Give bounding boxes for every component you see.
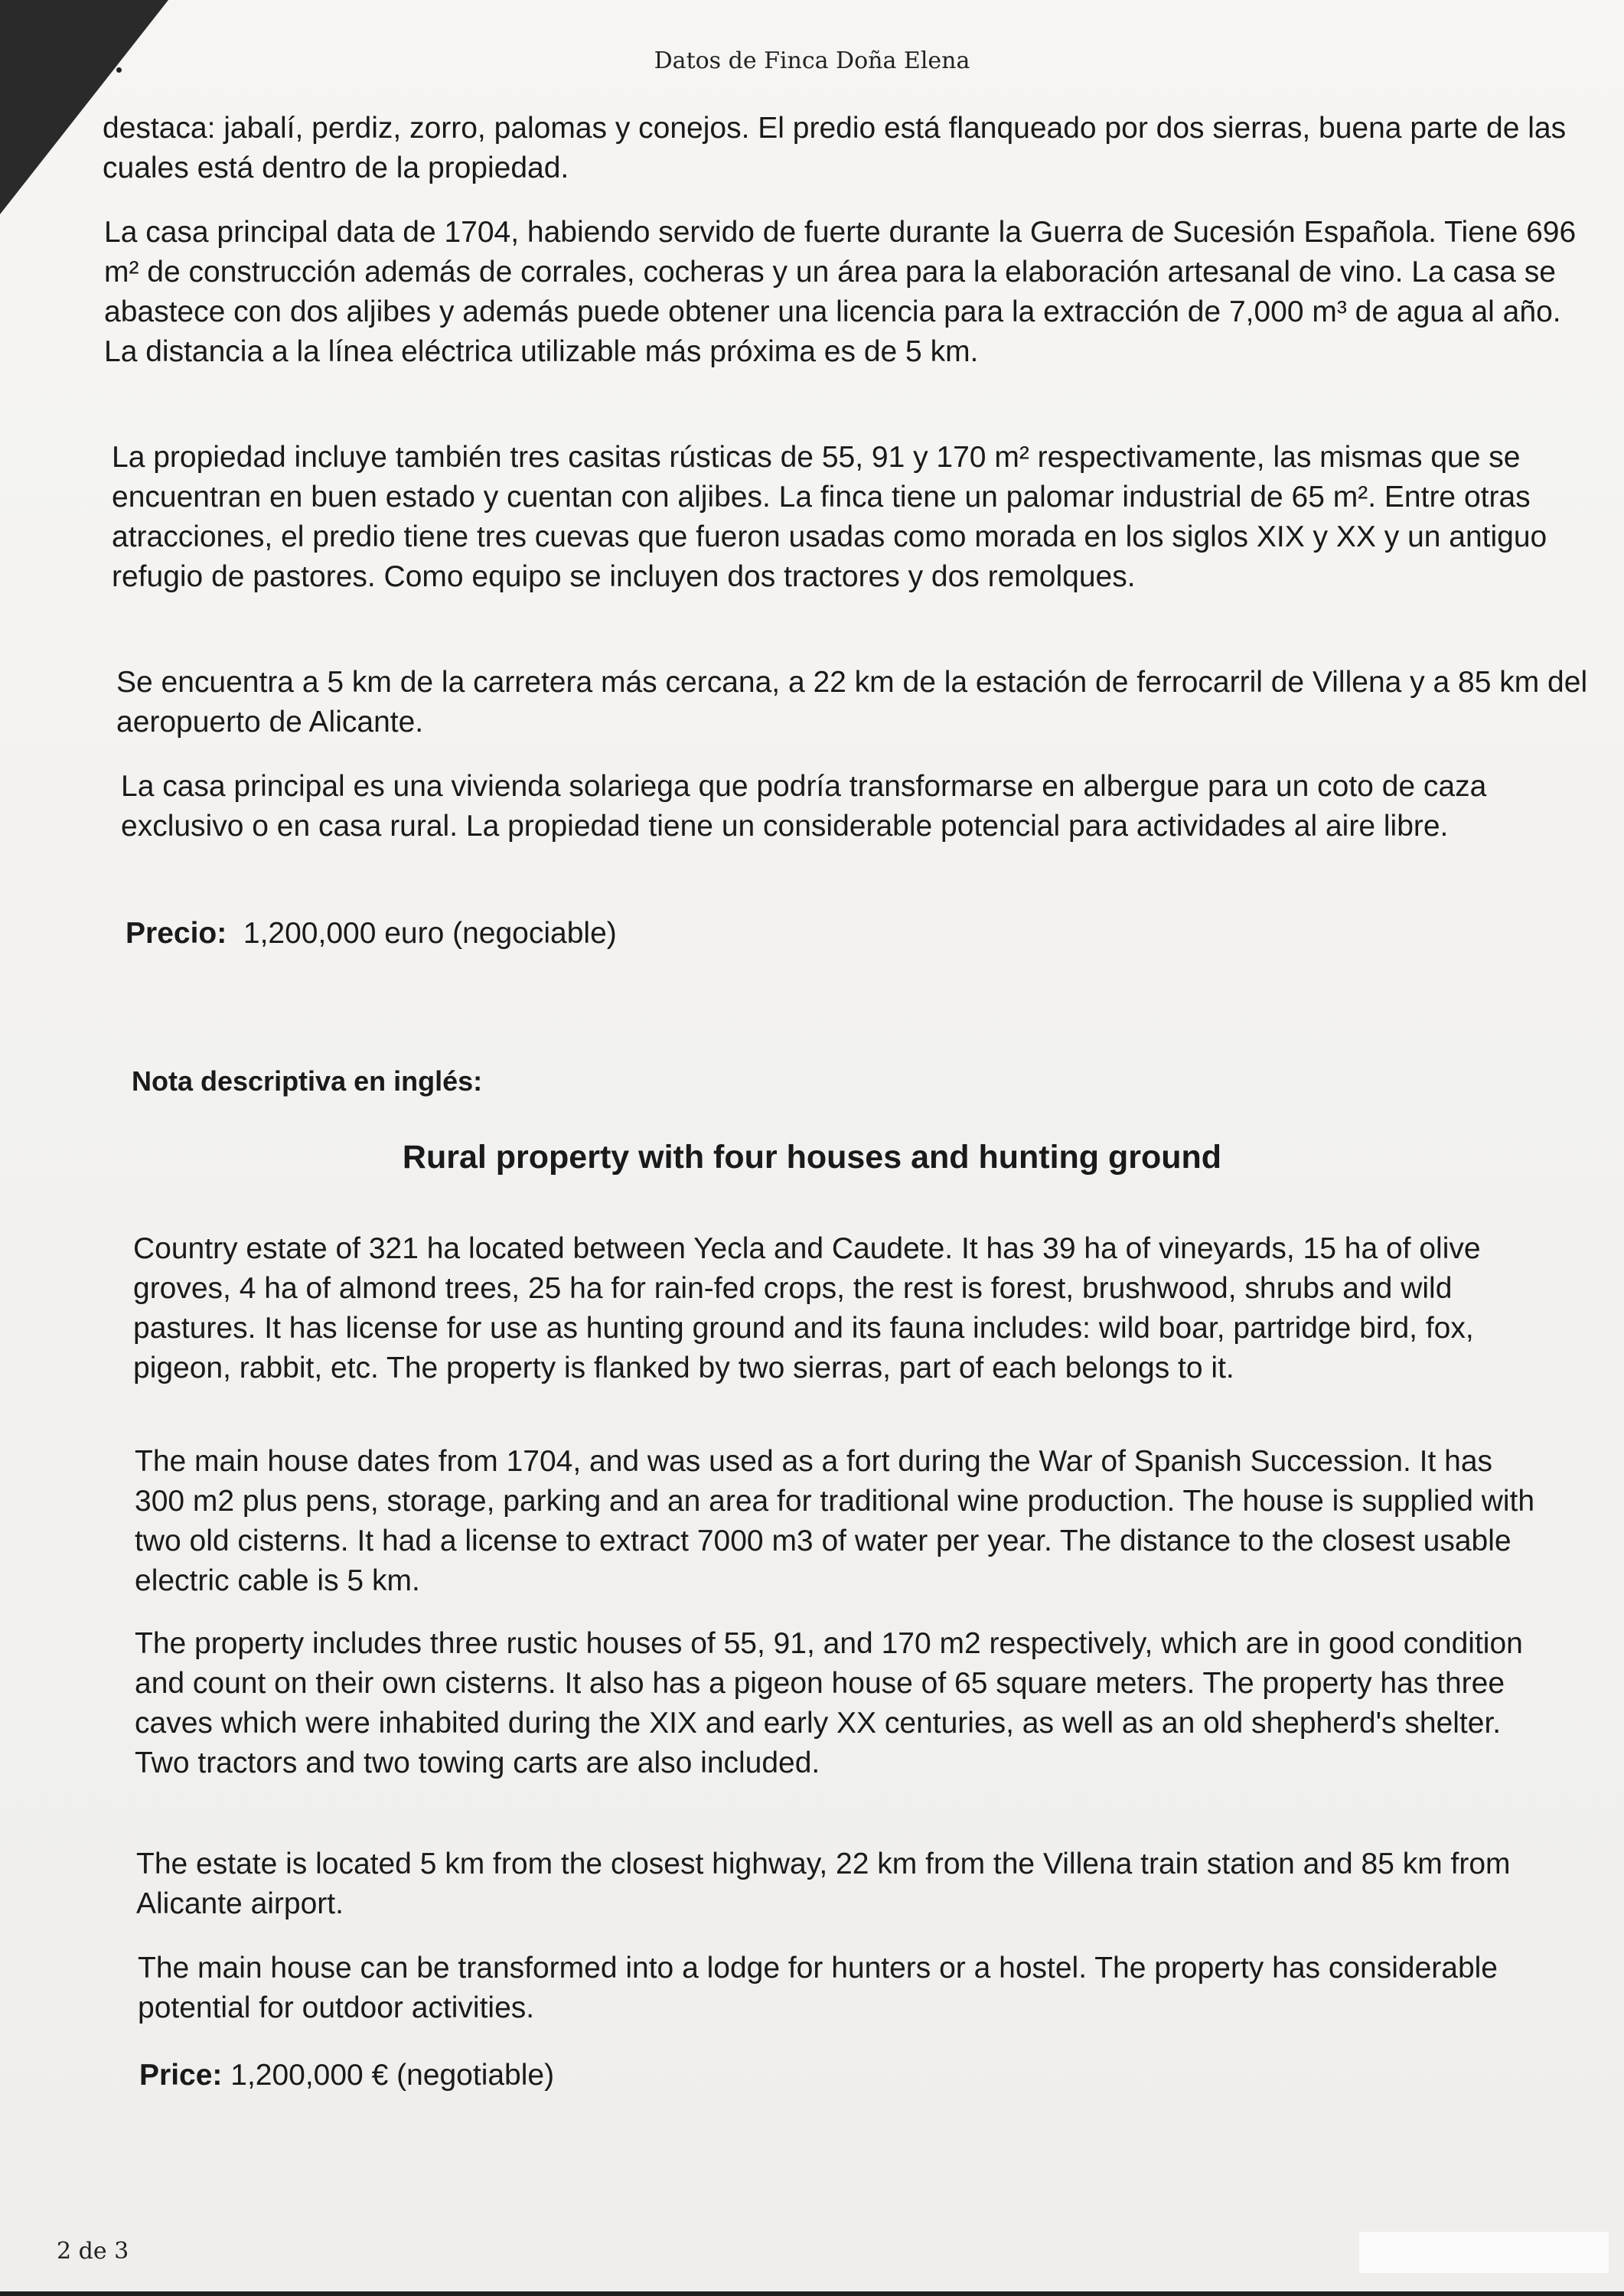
- english-paragraph-5: The main house can be transformed into a lodge for hunters or a hostel. The property has considerable potential for outdoor activities.: [138, 1952, 1498, 2024]
- page-header-title: Datos de Finca Doña Elena: [654, 47, 970, 74]
- spanish-price-label: Precio:: [126, 917, 227, 950]
- english-price-value: 1,200,000 € (negotiable): [230, 2059, 555, 2092]
- english-paragraph-1: Country estate of 321 ha located between Yecla and Caudete. It has 39 ha of vineyards, 15 ha of olive groves, 4 ha of almond trees, 25 ha for rain-fed crops, the rest is forest, brushwood, shrubs and wild pastures. It has license for use as hunting ground and its fauna includes: wild boar, partridge bird, fox, pigeon, rabbit, etc. The property is flanked by two sierras, part of each belongs to it.: [133, 1232, 1481, 1384]
- page-bottom-edge: [0, 2291, 1624, 2296]
- spanish-paragraph-3: La propiedad incluye también tres casitas rústicas de 55, 91 y 170 m² respectivamente, las mismas que se encuentran en buen estado y cuentan con aljibes. La finca tiene un palomar industrial de 65 m². Entre otras atracciones, el predio tiene tres cuevas que fueron usadas como morada en los siglos XIX y XX y un antiguo refugio de pastores. Como equipo se incluyen dos tractores y dos remolques.: [112, 441, 1547, 593]
- english-paragraph-3: The property includes three rustic houses of 55, 91, and 170 m2 respectively, which are in good condition and count on their own cisterns. It also has a pigeon house of 65 square meters. The property has three caves which were inhabited during the XIX and early XX centuries, as well as an old shepherd's shelter. Two tractors and two towing carts are also included.: [135, 1627, 1523, 1779]
- spanish-paragraph-5: La casa principal es una vivienda solariega que podría transformarse en albergue para un coto de caza exclusivo o en casa rural. La propiedad tiene un considerable potencial para actividades al aire libre.: [121, 770, 1487, 843]
- english-heading: Rural property with four houses and hunting ground: [402, 1139, 1222, 1176]
- spanish-paragraph-4: Se encuentra a 5 km de la carretera más cercana, a 22 km de la estación de ferrocarril de Villena y a 85 km del aeropuerto de Alicante.: [116, 666, 1588, 739]
- note-label: Nota descriptiva en inglés:: [132, 1065, 483, 1097]
- footer-blank-box: [1359, 2232, 1609, 2273]
- english-paragraph-4: The estate is located 5 km from the closest highway, 22 km from the Villena train station and 85 km from Alicante airport.: [136, 1848, 1511, 1920]
- english-paragraph-2: The main house dates from 1704, and was used as a fort during the War of Spanish Succession. It has 300 m2 plus pens, storage, parking and an area for traditional wine production. The house is supplied with two old cisterns. It had a license to extract 7000 m3 of water per year. The distance to the closest usable electric cable is 5 km.: [135, 1445, 1535, 1597]
- spanish-paragraph-2: La casa principal data de 1704, habiendo servido de fuerte durante la Guerra de Sucesión Española. Tiene 696 m² de construcción además de corrales, cocheras y un área para la elaboración artesanal de vino. La casa se abastece con dos aljibes y además puede obtener una licencia para la extracción de 7,000 m³ de agua al año. La distancia a la línea eléctrica utilizable más próxima es de 5 km.: [104, 216, 1577, 368]
- spanish-paragraph-1: destaca: jabalí, perdiz, zorro, palomas y conejos. El predio está flanqueado por dos sierras, buena parte de las cuales está dentro de la propiedad.: [103, 112, 1567, 184]
- english-price: [139, 2056, 554, 2095]
- english-price-label: Price:: [139, 2059, 223, 2092]
- page-number: 2 de 3: [57, 2238, 129, 2265]
- spanish-price-value: 1,200,000 euro (negociable): [243, 917, 617, 950]
- spanish-price: [126, 914, 617, 954]
